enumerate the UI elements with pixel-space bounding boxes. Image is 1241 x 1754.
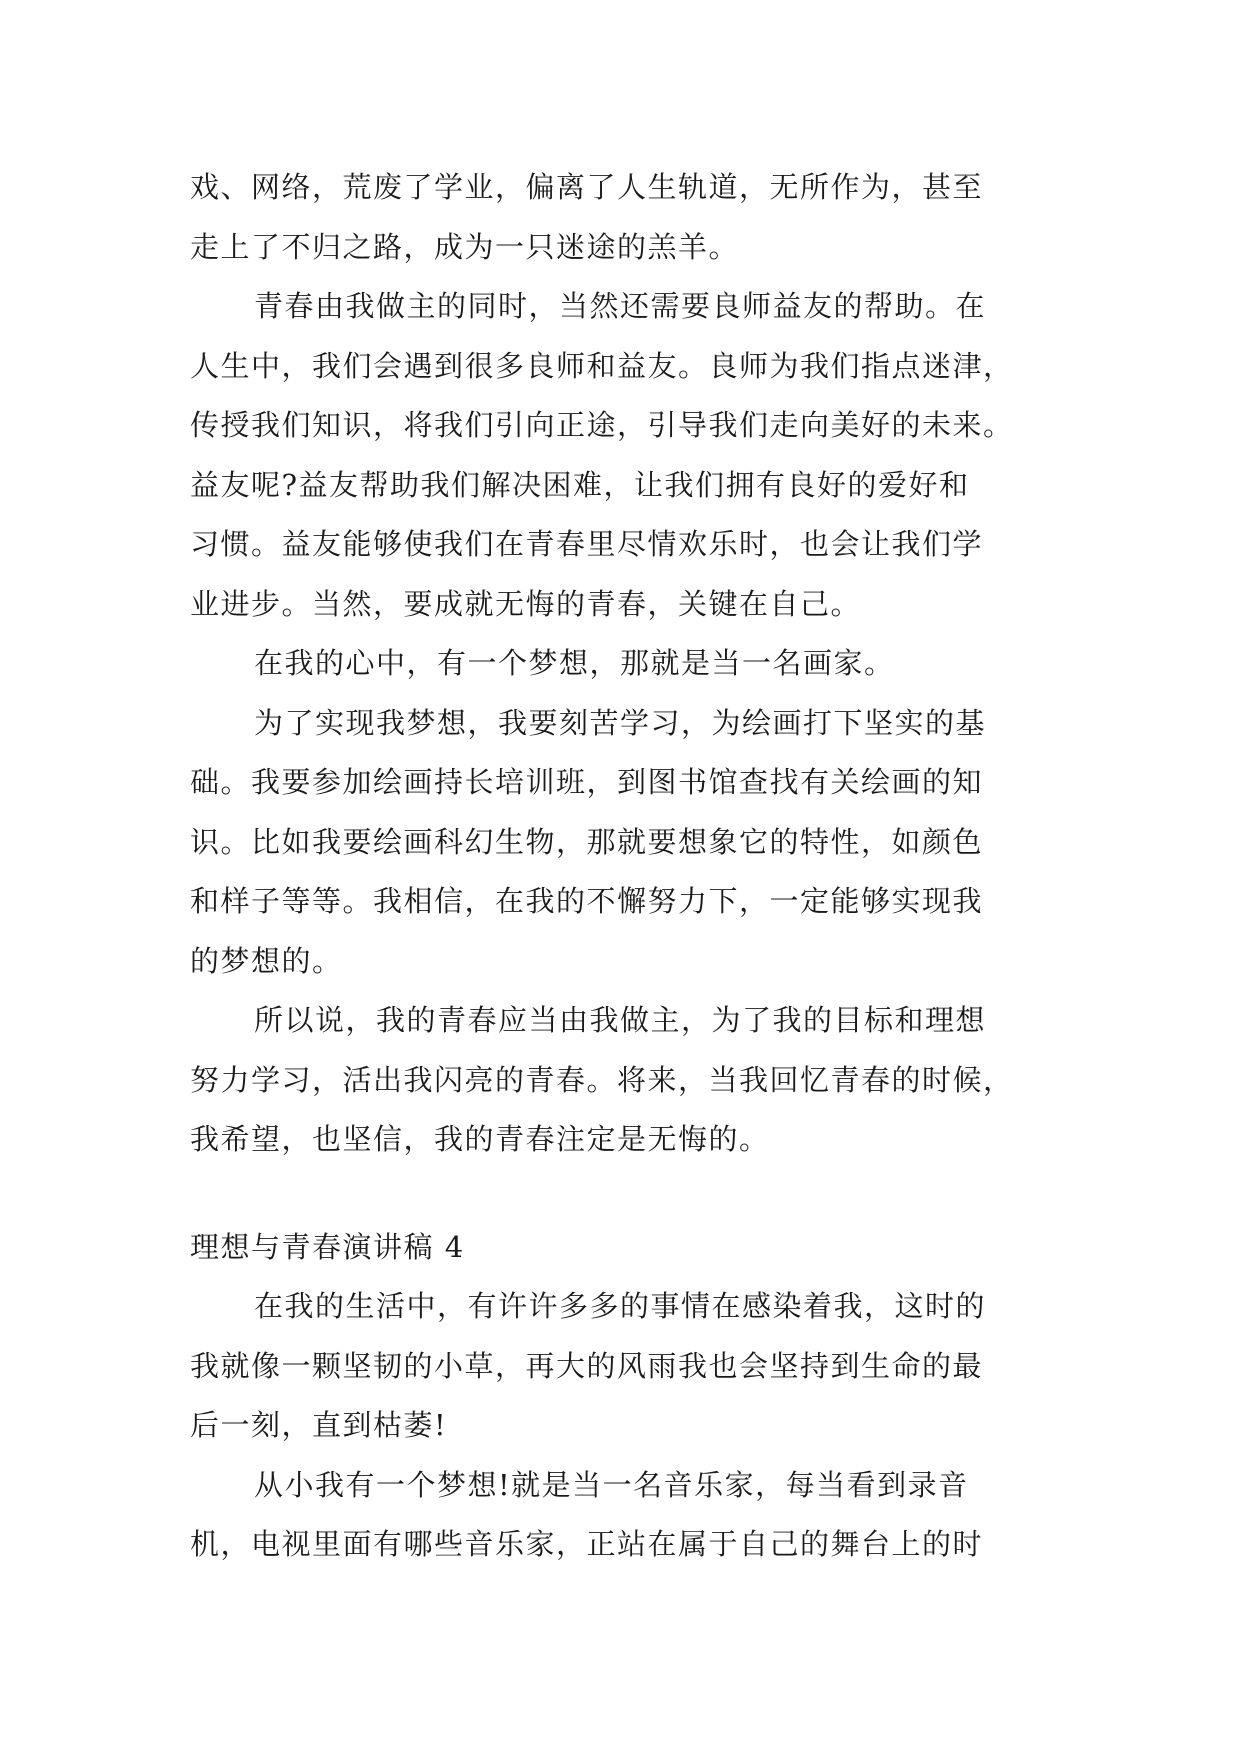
text-line: 人生中，我们会遇到很多良师和益友。良师为我们指点迷津， xyxy=(190,348,1014,383)
paragraph-painting xyxy=(190,694,1052,992)
paragraph-life xyxy=(190,1277,1052,1456)
paragraph-mentors xyxy=(190,277,1052,634)
text-line: 青春由我做主的同时，当然还需要良师益友的帮助。在 xyxy=(254,289,987,323)
text-line: 的梦想的。 xyxy=(190,943,343,978)
text-line: 努力学习，活出我闪亮的青春。将来，当我回忆青春的时候， xyxy=(190,1062,1014,1097)
paragraph-continued xyxy=(190,158,1052,277)
text-line: 习惯。益友能够使我们在青春里尽情欢乐时，也会让我们学 xyxy=(190,527,984,561)
paragraph-conclusion xyxy=(190,991,1052,1170)
text-line: 为了实现我梦想，我要刻苦学习，为绘画打下坚实的基 xyxy=(254,705,987,740)
text-line: 从小我有一个梦想!就是当一名音乐家，每当看到录音 xyxy=(254,1467,969,1502)
text-line: 础。我要参加绘画持长培训班，到图书馆查找有关绘画的知 xyxy=(190,765,984,799)
text-line: 戏、网络，荒废了学业，偏离了人生轨道，无所作为，甚至 xyxy=(190,170,984,204)
document-body xyxy=(190,158,1052,1575)
text-line: 后一刻，直到枯萎! xyxy=(190,1408,448,1442)
text-line: 传授我们知识，将我们引向正途，引导我们走向美好的未来。 xyxy=(190,408,1014,442)
text-line: 业进步。当然，要成就无悔的青春，关键在自己。 xyxy=(190,586,862,621)
text-line: 所以说，我的青春应当由我做主，为了我的目标和理想 xyxy=(254,1003,987,1037)
text-line: 在我的心中，有一个梦想，那就是当一名画家。 xyxy=(254,646,895,680)
text-line: 机，电视里面有哪些音乐家，正站在属于自己的舞台上的时 xyxy=(190,1527,984,1561)
text-line: 我就像一颗坚韧的小草，再大的风雨我也会坚持到生命的最 xyxy=(190,1348,984,1383)
paragraph-music xyxy=(190,1456,1052,1575)
section-spacer xyxy=(190,1170,1052,1218)
text-line: 走上了不归之路，成为一只迷途的羔羊。 xyxy=(190,229,740,264)
text-line: 我希望，也坚信，我的青春注定是无悔的。 xyxy=(190,1122,770,1156)
paragraph-dream xyxy=(190,634,1052,694)
text-line: 在我的生活中，有许许多多的事情在感染着我，这时的 xyxy=(254,1289,987,1323)
text-line: 和样子等等。我相信，在我的不懈努力下，一定能够实现我 xyxy=(190,884,984,918)
text-line: 益友呢?益友帮助我们解决困难，让我们拥有良好的爱好和 xyxy=(190,467,970,502)
text-line: 识。比如我要绘画科幻生物，那就要想象它的特性，如颜色 xyxy=(190,824,984,859)
section-title: 理想与青春演讲稿 4 xyxy=(190,1229,465,1264)
